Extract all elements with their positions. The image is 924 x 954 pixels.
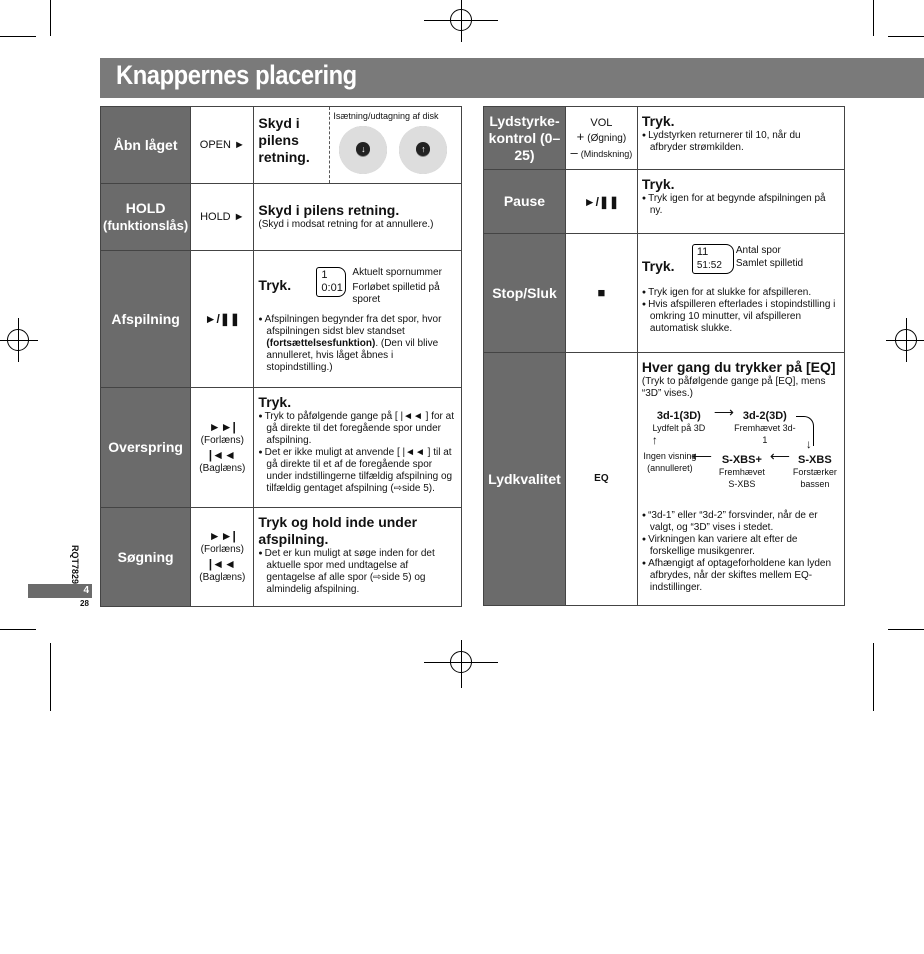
crop-mark	[873, 643, 874, 711]
lcd-label-time: Forløbet spilletid på sporet	[352, 282, 440, 305]
row-label: Afspilning	[101, 251, 191, 388]
disk-illustration	[333, 126, 458, 174]
table-row	[484, 107, 845, 170]
crop-mark	[888, 629, 924, 630]
row-heading: Tryk.	[258, 277, 292, 293]
lcd-track-number: 1	[321, 269, 328, 281]
row-heading: Tryk.	[641, 113, 675, 129]
arrow-right-icon: ⟶	[713, 404, 734, 420]
arrow-down-icon: ↓	[805, 437, 812, 451]
eq-mode-sxbs-plus: S-XBS+	[721, 454, 762, 466]
table-row	[484, 234, 845, 353]
list-item: ● Afhængigt af optageforholdene kan lyden afbrydes, når der skiftes mellem EQ-indstillinger.	[642, 558, 840, 594]
eq-mode-desc: Fremhævet S-XBS	[718, 467, 765, 489]
plus-icon: +	[576, 128, 585, 144]
document-code: RQT7829	[70, 545, 80, 585]
table-row	[101, 508, 462, 607]
disk-caption: Isætning/udtagning af disk	[333, 111, 439, 121]
lcd-label-track: Aktuelt spornummer	[352, 267, 442, 278]
row-heading: Skyd i pilens retning.	[258, 202, 400, 218]
bullet-list	[642, 287, 840, 335]
row-label: Lydkvalitet	[484, 353, 566, 606]
bullet-list	[642, 130, 840, 154]
row-heading: Tryk.	[258, 394, 292, 410]
crop-mark	[873, 0, 874, 36]
bullet-list	[642, 193, 840, 217]
controls-table-left	[100, 106, 462, 607]
lcd-total-tracks: 11	[696, 246, 709, 258]
key-label: (Øgning)	[587, 132, 627, 144]
row-heading: Tryk og hold inde under afspilning.	[258, 514, 418, 547]
crop-mark	[0, 629, 36, 630]
bullet-list	[642, 510, 840, 594]
list-item: ● Virkningen kan variere alt efter de forskellige musikgenrer.	[642, 534, 840, 558]
key-label: (Mindskning)	[580, 148, 633, 159]
row-heading: Tryk.	[641, 176, 675, 192]
skip-forward-icon: ►►|	[208, 419, 236, 434]
table-row	[101, 184, 462, 251]
bullet-list	[258, 411, 457, 495]
search-forward-icon: ►►|	[208, 529, 236, 543]
eq-key: EQ	[565, 353, 637, 606]
search-back-icon: |◄◄	[208, 557, 236, 571]
row-label-sub: (funktionslås)	[103, 218, 189, 233]
row-note: (Skyd i modsat retning for at annullere.)	[258, 219, 434, 230]
registration-circle	[7, 329, 29, 351]
page-number: 28	[80, 599, 89, 608]
row-note: (Tryk to påfølgende gange på [EQ], mens “3D” vises.)	[641, 376, 826, 399]
eq-cycle-diagram	[642, 406, 840, 510]
lcd-display	[316, 267, 346, 297]
hold-switch: HOLD ►	[191, 184, 254, 251]
play-pause-key: ►/❚❚	[191, 251, 254, 388]
disk-icon: ↑	[399, 126, 447, 174]
eq-mode-desc: Fremhævet 3d-1	[734, 423, 796, 445]
row-label: Pause	[484, 170, 566, 234]
lcd-display	[692, 244, 734, 274]
row-heading: Skyd i pilens retning.	[254, 107, 330, 183]
row-label: HOLD	[125, 200, 166, 216]
controls-table-right	[483, 106, 845, 606]
lcd-total-time: 51:52	[696, 260, 722, 271]
arrow-left-icon: ⟵	[769, 448, 790, 464]
row-label: Åbn låget	[101, 107, 191, 184]
minus-icon: –	[570, 144, 578, 160]
skip-back-icon: |◄◄	[208, 447, 236, 462]
list-item: ● Tryk igen for at slukke for afspilleren.	[642, 287, 840, 299]
list-item: ● Afspilningen begynder fra det spor, hvor afspilningen sidst blev standset (fortsættelsesfunktion). (Den vil blive annulleret, hvis låget åbnes i stopindstilling.)	[258, 314, 457, 374]
table-row	[101, 107, 462, 184]
eq-mode-desc: Lydfelt på 3D	[652, 423, 706, 433]
key-label: (Baglæns)	[199, 572, 246, 583]
table-row	[484, 170, 845, 234]
bullet-list	[258, 314, 457, 374]
row-label: Søgning	[101, 508, 191, 607]
crop-mark	[50, 0, 51, 36]
stop-icon: ■	[565, 234, 637, 353]
list-item: ● Lydstyrken returnerer til 10, når du afbryder strømkilden.	[642, 130, 840, 154]
table-row	[101, 388, 462, 508]
lcd-label-tracks: Antal spor	[735, 245, 781, 256]
open-switch: OPEN ►	[191, 107, 254, 184]
lcd-elapsed-time: 0:01	[321, 282, 343, 294]
lcd-label-time: Samlet spilletid	[735, 258, 804, 269]
page-title: Knappernes placering	[116, 60, 357, 90]
table-row	[484, 353, 845, 606]
pause-key: ►/❚❚	[565, 170, 637, 234]
registration-circle	[450, 651, 472, 673]
list-item: ● Tryk to påfølgende gange på [ |◄◄ ] for at gå direkte til det foregående spor under afspilning.	[258, 411, 457, 447]
arrow-up-icon: ↑	[651, 433, 658, 447]
eq-mode-sxbs: S-XBS	[798, 454, 832, 466]
bullet-list	[258, 548, 457, 596]
eq-mode-3d2: 3d-2(3D)	[742, 410, 787, 422]
row-label: Lydstyrke-kontrol (0–25)	[484, 107, 566, 170]
list-item: ● Det er ikke muligt at anvende [ |◄◄ ] til at gå direkte til et af de foregående spor under indstillingerne tilfældig afspilning og tilfældig gentaget afspilning (⇨side 5).	[258, 447, 457, 495]
registration-circle	[895, 329, 917, 351]
disk-icon: ↓	[339, 126, 387, 174]
eq-mode-desc: Forstærker bassen	[792, 467, 837, 489]
crop-mark	[888, 36, 924, 37]
row-heading: Tryk.	[641, 258, 675, 274]
eq-mode-off: Ingen visning (annulleret)	[643, 451, 697, 473]
key-label: (Baglæns)	[199, 462, 246, 474]
row-heading: Hver gang du trykker på [EQ]	[641, 359, 836, 375]
crop-mark	[50, 643, 51, 711]
list-item: ● Tryk igen for at begynde afspilningen på ny.	[642, 193, 840, 217]
eq-mode-3d1: 3d-1(3D)	[656, 410, 701, 422]
arrow-left-icon: ⟵	[691, 448, 712, 464]
list-item: ● Det er kun muligt at søge inden for det aktuelle spor med undtagelse af gentagelse af alle spor (⇨side 5) og almindelig afspilning.	[258, 548, 457, 596]
crop-mark	[0, 36, 36, 37]
key-label: (Forlæns)	[200, 544, 244, 555]
row-label: Stop/Sluk	[484, 234, 566, 353]
key-label: (Forlæns)	[200, 434, 244, 446]
list-item: ● Hvis afspilleren efterlades i stopindstilling i omkring 10 minutter, vil afspilleren automatisk slukke.	[642, 299, 840, 335]
table-row	[101, 251, 462, 388]
row-label: Overspring	[101, 388, 191, 508]
registration-circle	[450, 9, 472, 31]
volume-key: VOL	[590, 116, 613, 129]
list-item: ● “3d-1” eller “3d-2” forsvinder, når de er valgt, og “3D” vises i stedet.	[642, 510, 840, 534]
page-badge: 4	[28, 584, 92, 598]
